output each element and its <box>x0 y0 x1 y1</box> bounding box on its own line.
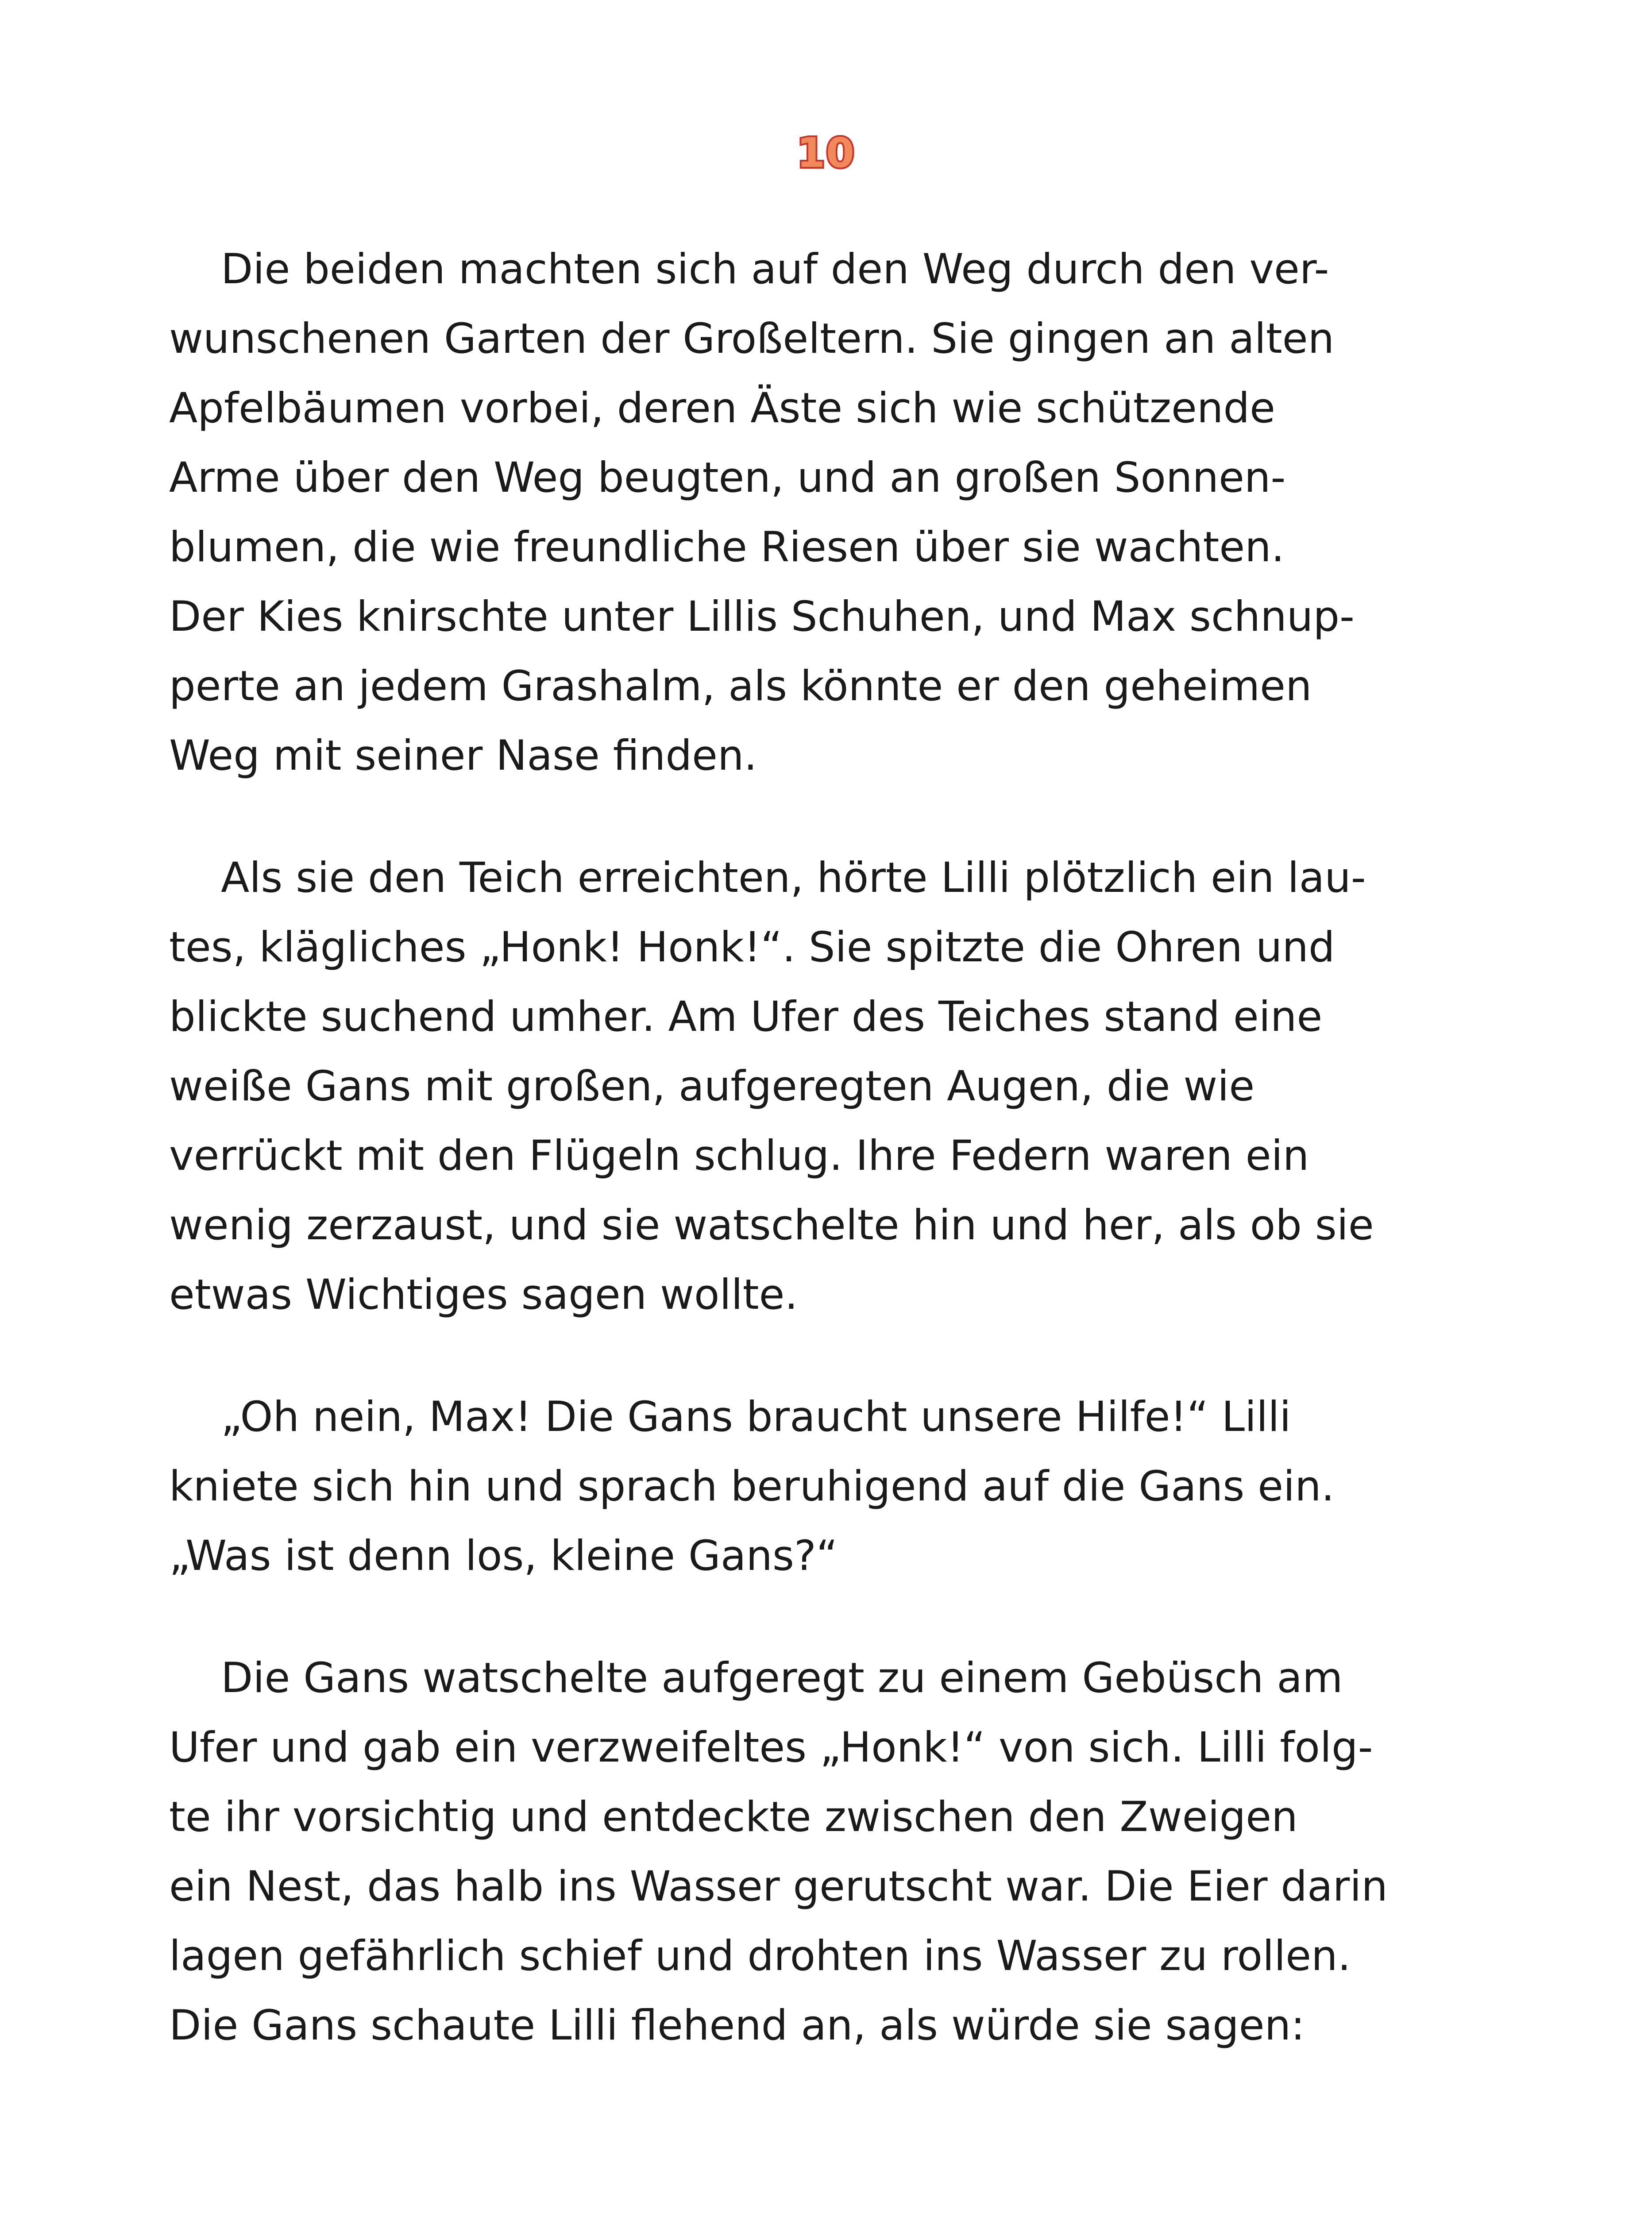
text-line: Die Gans schaute Lilli flehend an, als würde sie sagen: <box>169 2001 1305 2050</box>
text-line: Apfelbäumen vorbei, deren Äste sich wie schützende <box>169 384 1275 432</box>
text-line: weiße Gans mit großen, aufgeregten Augen, die wie <box>169 1062 1255 1110</box>
text-line: lagen gefährlich schief und drohten ins Wasser zu rollen. <box>169 1932 1351 1980</box>
page-number: 10 <box>796 129 856 177</box>
text-line: ein Nest, das halb ins Wasser gerutscht war. Die Eier darin <box>169 1862 1388 1911</box>
text-line: blickte suchend umher. Am Ufer des Teiches stand eine <box>169 993 1323 1041</box>
text-line: Der Kies knirschte unter Lillis Schuhen, und Max schnup- <box>169 593 1355 641</box>
text-line: etwas Wichtiges sagen wollte. <box>169 1271 798 1319</box>
text-line: blumen, die wie freundliche Riesen über sie wachten. <box>169 523 1285 571</box>
text-line: wunschenen Garten der Großeltern. Sie gingen an alten <box>169 315 1335 363</box>
text-line: verrückt mit den Flügeln schlug. Ihre Federn waren ein <box>169 1132 1309 1180</box>
text-line: Die beiden machten sich auf den Weg durch den ver- <box>221 245 1329 293</box>
paragraph <box>169 1643 1444 2060</box>
text-line: wenig zerzaust, und sie watschelte hin und her, als ob sie <box>169 1201 1374 1249</box>
text-line: „Was ist denn los, kleine Gans?“ <box>169 1532 838 1580</box>
text-line: kniete sich hin und sprach beruhigend auf die Gans ein. <box>169 1462 1335 1511</box>
text-line: te ihr vorsichtig und entdeckte zwischen den Zweigen <box>169 1793 1298 1841</box>
story-text <box>169 235 1444 2113</box>
text-line: Arme über den Weg beugten, und an großen Sonnen- <box>169 454 1286 502</box>
text-line: Ufer und gab ein verzweifeltes „Honk!“ von sich. Lilli folg- <box>169 1723 1373 1772</box>
text-line: perte an jedem Grashalm, als könnte er den geheimen <box>169 662 1312 710</box>
paragraph <box>169 235 1444 790</box>
text-line: Als sie den Teich erreichten, hörte Lilli plötzlich ein lau- <box>221 854 1366 902</box>
paragraph <box>169 1382 1444 1591</box>
paragraph <box>169 843 1444 1330</box>
text-line: Weg mit seiner Nase finden. <box>169 732 757 780</box>
text-line: Die Gans watschelte aufgeregt zu einem Gebüsch am <box>221 1654 1343 1702</box>
text-line: tes, klägliches „Honk! Honk!“. Sie spitzte die Ohren und <box>169 923 1335 972</box>
text-line: „Oh nein, Max! Die Gans braucht unsere Hilfe!“ Lilli <box>221 1393 1291 1441</box>
